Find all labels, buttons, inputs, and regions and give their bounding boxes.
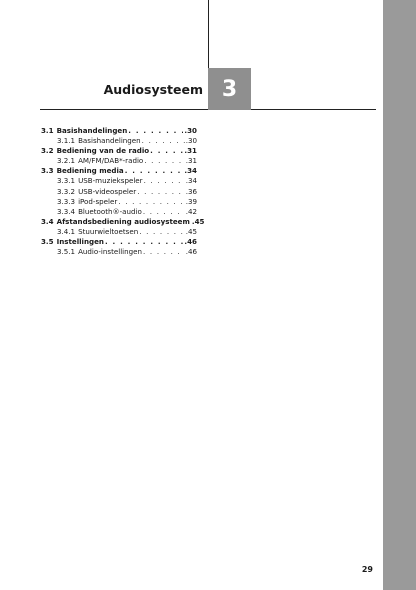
- toc-entry[interactable]: [41, 247, 197, 257]
- toc-entry-number: 3.3.3: [57, 196, 76, 206]
- toc-entry-page: .30: [185, 136, 197, 146]
- toc-entry-number: 3.4: [41, 216, 54, 226]
- toc-entry[interactable]: [41, 207, 197, 217]
- toc-entry-title: USB-videospeler: [78, 186, 137, 196]
- toc-entry-number: 3.2: [41, 146, 54, 156]
- toc-leader-dots: [139, 227, 185, 237]
- toc-entry-number: 3.5: [41, 237, 54, 247]
- toc-entry-title: Bluetooth®-audio: [78, 206, 142, 216]
- toc-entry[interactable]: [41, 166, 197, 176]
- table-of-contents: [41, 126, 205, 257]
- toc-entry-number: 3.3: [41, 166, 54, 176]
- toc-entry[interactable]: [41, 227, 197, 237]
- toc-entry-number: 3.5.1: [57, 247, 76, 257]
- toc-entry-number: 3.3.4: [57, 206, 76, 216]
- toc-leader-dots: [128, 126, 183, 136]
- page-number: 29: [361, 565, 373, 574]
- toc-entry-title: AM/FM/DAB*-radio: [78, 156, 144, 166]
- toc-entry-title: Basishandelingen: [78, 136, 141, 146]
- chapter-side-tab: [383, 0, 416, 590]
- toc-entry-title: Bediening van de radio: [56, 146, 150, 156]
- toc-entry[interactable]: [41, 146, 197, 156]
- chapter-number: 3: [221, 76, 238, 102]
- toc-entry[interactable]: [41, 197, 197, 207]
- toc-leader-dots: [144, 176, 185, 186]
- toc-leader-dots: [144, 156, 184, 166]
- toc-entry-page: .46: [185, 247, 197, 257]
- toc-entry[interactable]: [41, 126, 197, 136]
- chapter-number-box: [208, 68, 251, 110]
- toc-leader-dots: [125, 166, 184, 176]
- toc-entry-page: .45: [185, 226, 197, 236]
- toc-entry-title: Basishandelingen: [56, 126, 128, 135]
- toc-entry[interactable]: [41, 216, 205, 227]
- toc-entry-title: Instellingen: [56, 237, 104, 247]
- toc-entry-page: .45: [191, 216, 205, 226]
- toc-entry-number: 3.3.2: [57, 186, 76, 196]
- toc-leader-dots: [105, 237, 183, 247]
- toc-entry-number: 3.4.1: [57, 226, 76, 236]
- toc-entry-title: Bediening media: [56, 166, 124, 176]
- toc-entry[interactable]: [41, 187, 197, 197]
- chapter-title: Audiosysteem: [103, 82, 203, 97]
- toc-entry[interactable]: [41, 237, 197, 247]
- toc-entry-title: USB-muziekspeler: [78, 176, 143, 186]
- toc-entry-page: .34: [184, 166, 197, 176]
- toc-entry-page: .31: [184, 146, 197, 156]
- toc-entry[interactable]: [41, 136, 197, 146]
- toc-entry-page: .31: [185, 156, 197, 166]
- toc-leader-dots: [143, 247, 185, 257]
- toc-entry-title: Audio-instellingen: [78, 247, 142, 257]
- toc-leader-dots: [137, 187, 185, 197]
- toc-leader-dots: [142, 136, 185, 146]
- toc-entry-title: Afstandsbediening audiosysteem: [56, 216, 190, 226]
- toc-entry-number: 3.3.1: [57, 176, 76, 186]
- toc-entry-number: 3.2.1: [57, 156, 76, 166]
- toc-leader-dots: [150, 146, 183, 156]
- toc-entry[interactable]: [41, 156, 197, 166]
- toc-leader-dots: [118, 197, 184, 207]
- toc-entry-page: .42: [185, 206, 197, 216]
- toc-entry-number: 3.1.1: [57, 136, 76, 146]
- toc-entry[interactable]: [41, 176, 197, 186]
- toc-entry-page: .46: [184, 237, 197, 247]
- toc-entry-page: .30: [184, 126, 197, 135]
- toc-entry-number: 3.1: [41, 126, 54, 135]
- toc-entry-page: .36: [185, 186, 197, 196]
- toc-entry-page: .39: [185, 196, 197, 206]
- toc-leader-dots: [143, 207, 185, 217]
- toc-entry-title: Stuurwieltoetsen: [78, 226, 139, 236]
- toc-entry-page: .34: [185, 176, 197, 186]
- toc-entry-title: iPod-speler: [78, 196, 118, 206]
